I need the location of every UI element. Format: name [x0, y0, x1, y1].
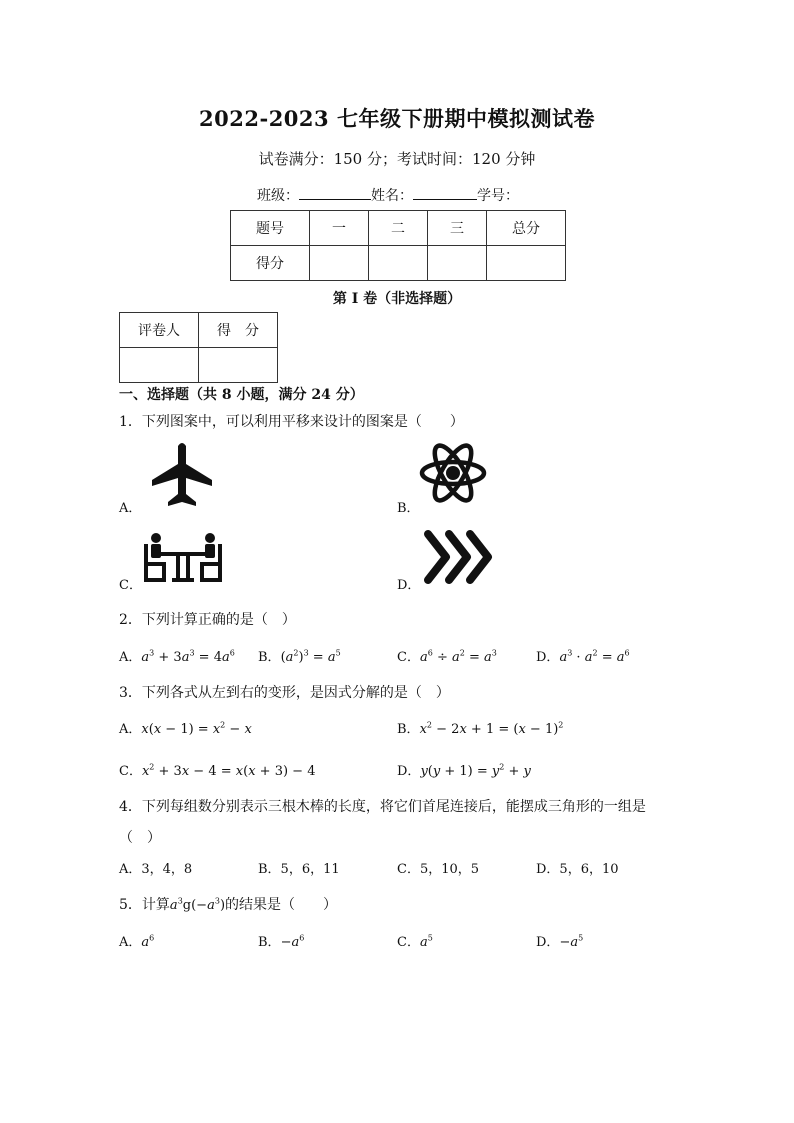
id-label: 学号： — [477, 188, 519, 204]
q5-option-b[interactable] — [258, 931, 304, 950]
score-header-cell: 二 — [369, 211, 428, 246]
meeting-table-icon — [142, 532, 224, 586]
q1-option-d-label[interactable]: D． — [397, 578, 421, 593]
q5-option-a[interactable] — [119, 931, 154, 950]
math-expression: $a^6$ — [141, 933, 155, 950]
math-expression: $a^3g(-a^3)$ — [169, 896, 226, 913]
score-table — [230, 210, 566, 281]
math-expression: $a^3 + 3a^3 = 4a^6$ — [141, 648, 235, 665]
q2-option-b-label: B． — [258, 650, 281, 665]
grader-cell[interactable] — [199, 348, 278, 383]
score-header-cell: 题号 — [231, 211, 310, 246]
q2-option-b[interactable] — [258, 646, 341, 665]
question-1-stem: 1．下列图案中，可以利用平移来设计的图案是（ ） — [119, 414, 464, 430]
score-table-header-row — [231, 211, 566, 246]
q3-option-d[interactable] — [397, 760, 531, 779]
q5-stem-prefix: 5．计算 — [119, 897, 170, 913]
q4-option-b[interactable]: B．5，6，11 — [258, 862, 340, 877]
q1-option-c-label[interactable]: C． — [119, 578, 142, 593]
math-expression: $(a^2)^3 = a^5$ — [280, 648, 341, 665]
q3-option-a[interactable] — [119, 718, 252, 737]
question-3-stem: 3．下列各式从左到右的变形，是因式分解的是（ ） — [119, 685, 450, 701]
part-title: 第 I 卷（非选择题） — [332, 291, 462, 307]
q3-option-b[interactable] — [397, 718, 563, 737]
q3-option-a-label: A． — [119, 722, 142, 737]
q1-option-a-label[interactable]: A． — [119, 501, 142, 516]
q4-option-c[interactable]: C．5，10，5 — [397, 862, 480, 877]
grader-cell[interactable] — [120, 348, 199, 383]
q5-stem-suffix: 的结果是（ ） — [225, 897, 338, 913]
question-4-stem-continued: （ ） — [119, 830, 161, 846]
math-expression: $x^2 - 2x + 1 = (x - 1)^2$ — [419, 720, 564, 737]
score-cell[interactable] — [487, 246, 566, 281]
q2-option-c[interactable] — [397, 646, 497, 665]
grader-header-cell: 评卷人 — [120, 313, 199, 348]
section-title: 一、选择题（共 8 小题，满分 24 分） — [119, 387, 364, 403]
q4-option-a[interactable]: A．3，4，8 — [119, 862, 193, 877]
q3-option-c[interactable] — [119, 760, 315, 779]
q5-option-a-label: A． — [119, 935, 142, 950]
score-cell[interactable] — [428, 246, 487, 281]
math-expression: $a^6 \div a^2 = a^3$ — [419, 648, 497, 665]
score-cell[interactable] — [369, 246, 428, 281]
score-table-value-row — [231, 246, 566, 281]
student-info-line — [257, 185, 519, 205]
score-header-cell: 三 — [428, 211, 487, 246]
q3-option-b-label: B． — [397, 722, 420, 737]
atom-icon — [418, 438, 488, 508]
class-label: 班级： — [257, 188, 299, 204]
airplane-icon — [150, 442, 214, 508]
math-expression: $-a^6$ — [280, 933, 305, 950]
q2-option-a-label: A． — [119, 650, 142, 665]
q3-option-d-label: D． — [397, 764, 421, 779]
q2-option-d-label: D． — [536, 650, 560, 665]
question-4-stem: 4．下列每组数分别表示三根木棒的长度，将它们首尾连接后，能摆成三角形的一组是 — [119, 799, 646, 815]
q5-option-b-label: B． — [258, 935, 281, 950]
math-expression: $a^5$ — [419, 933, 433, 950]
math-expression: $x(x - 1) = x^2 - x$ — [141, 720, 252, 737]
name-label: 姓名： — [371, 188, 413, 204]
math-expression: $a^3 \cdot a^2 = a^6$ — [559, 648, 630, 665]
q3-option-c-label: C． — [119, 764, 142, 779]
exam-info: 试卷满分：150 分；考试时间：120 分钟 — [258, 150, 536, 168]
q5-option-c[interactable] — [397, 931, 433, 950]
q5-option-c-label: C． — [397, 935, 420, 950]
q2-option-d[interactable] — [536, 646, 630, 665]
question-5-stem — [119, 894, 337, 914]
math-expression: $y(y + 1) = y^2 + y$ — [420, 762, 531, 779]
q5-option-d-label: D． — [536, 935, 560, 950]
class-blank[interactable] — [299, 185, 371, 200]
grader-header-cell: 得 分 — [199, 313, 278, 348]
q5-option-d[interactable] — [536, 931, 583, 950]
q2-option-a[interactable] — [119, 646, 235, 665]
math-expression: $x^2 + 3x - 4 = x(x + 3) - 4$ — [141, 762, 316, 779]
q4-option-d[interactable]: D．5，6，10 — [536, 862, 619, 877]
q1-option-b-label[interactable]: B． — [397, 501, 420, 516]
grader-table — [119, 312, 278, 383]
name-blank[interactable] — [413, 185, 477, 200]
chevrons-icon — [422, 528, 494, 586]
question-2-stem: 2．下列计算正确的是（ ） — [119, 612, 296, 628]
score-header-cell: 一 — [310, 211, 369, 246]
q2-option-c-label: C． — [397, 650, 420, 665]
score-header-cell: 总分 — [487, 211, 566, 246]
math-expression: $-a^5$ — [559, 933, 584, 950]
page-title: 2022-2023 七年级下册期中模拟测试卷 — [199, 106, 595, 131]
score-cell[interactable] — [310, 246, 369, 281]
score-row-label: 得分 — [231, 246, 310, 281]
